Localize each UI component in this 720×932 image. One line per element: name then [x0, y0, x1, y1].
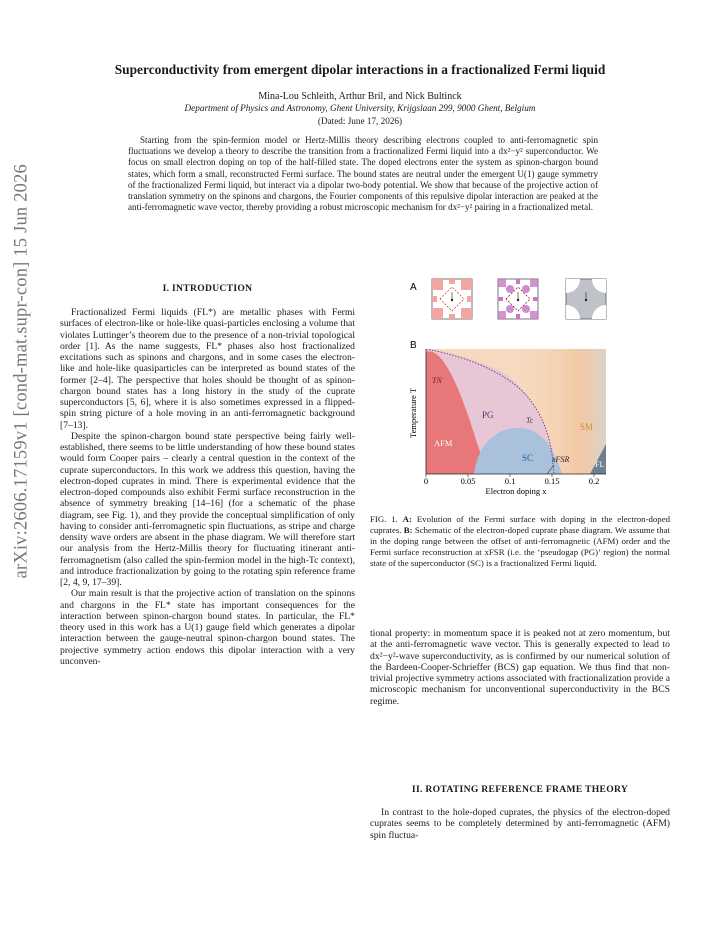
afm-label: AFM	[434, 438, 453, 448]
fermi-surface-high-doping	[566, 279, 606, 319]
caption-a-label: A:	[402, 514, 412, 524]
x-tick-label: 0	[423, 476, 429, 486]
section-2-heading: II. ROTATING REFERENCE FRAME THEORY	[411, 784, 629, 795]
xfsr-label: xFSR	[552, 455, 570, 464]
fl-label: FL	[595, 460, 605, 469]
caption-fig-label: FIG. 1.	[370, 514, 398, 524]
fermi-surface-low-doping	[432, 279, 472, 319]
sm-label: SM	[580, 422, 594, 432]
right-column-top: tional property: in momentum space it is peaked not at zero momentum, but at the anti-ferromagnetic wave vector. This is generally expected to lead to dx²−y²-wave superconductivity, as is confirmed by our numerical solution of the Bardeen-Cooper-Schrieffer (BCS) gap equation. We thus find that non-trivial projective symmetry actions associated with fractionalization provide a microscopic mechanism for unconventional superconductivity in the BCS regime.	[370, 628, 670, 707]
paper-title: Superconductivity from emergent dipolar interactions in a fractionalized Fermi liquid	[114, 62, 606, 77]
x-tick-label: 0.05	[460, 476, 476, 486]
abstract: Starting from the spin-fermion model or Hertz-Millis theory describing electrons coupled to anti-ferromagnetic spin fluctuations we develop a theory to describe the transition from a fractionalized Fermi liquid into a dx²−y² superconductor. We focus on small electron doping on top of the half-filled state. The doped electrons enter the system as spinon-chargon bound states, which form a small, reconstructed Fermi surface. The bound states are neutral under the emergent U(1) gauge symmetry of the fractionalized Fermi liquid, but interact via a dipolar two-body potential. We show that because of the projective action of translation symmetry on the spinons and chargons, the Fourier components of this repulsive dipolar interaction are peaked at the anti-ferromagnetic wave vector, thereby providing a robust microscopic mechanism for dx²−y² pairing in a fractionalized metal.	[128, 135, 598, 213]
panel-a-label: A	[410, 282, 417, 293]
x-tick-label: 0.1	[504, 476, 516, 486]
x-axis-ticks	[424, 474, 599, 486]
caption-b-label: B:	[403, 525, 413, 535]
figure-caption	[370, 514, 670, 569]
fermi-surface-mid-doping	[498, 279, 538, 319]
section-1-heading: I. INTRODUCTION	[162, 283, 253, 294]
fermi-pocket	[432, 279, 443, 290]
left-column	[60, 307, 355, 667]
caption-b-text: Schematic of the electron-doped cuprate phase diagram. We assume that in the doping range between the offset of anti-ferromagnetic (AFM) order and the Fermi surface reconstruction at xFSR (i.e. the ‘pseudogap (PG)’ region) the normal state of the superconductor (SC) is a fractionalized Fermi liquid.	[370, 525, 670, 568]
figure-1	[370, 276, 670, 508]
affiliation: Department of Physics and Astronomy, Ghent University, Krijgslaan 299, 9000 Ghent, Belgium	[184, 103, 536, 113]
tc-label: Tc	[526, 416, 534, 425]
x-axis-label: Electron doping x	[485, 486, 547, 496]
date-line: (Dated: June 17, 2026)	[317, 116, 403, 126]
section-2-paragraph: In contrast to the hole-doped cuprates, the physics of the electron-doped cuprates seems to be completely determined by anti-ferromagnetic (AFM) spin fluctua-	[370, 807, 670, 841]
pg-label: PG	[482, 410, 494, 420]
y-axis-label: Temperature T	[408, 388, 418, 438]
intro-paragraph-3: Our main result is that the projective action of translation on the spinons and chargons in the FL* state has important consequences for the interaction between spinon-chargon bound states. In particular, the FL* theory used in this work has a U(1) gauge field which generates a dipolar interaction between the gauge-neutral spinon-chargon bound states. The projective symmetry action endows this dipolar interaction with a very unconven-	[60, 588, 355, 667]
fermi-pocket	[461, 308, 472, 319]
x-tick-label: 0.2	[588, 476, 600, 486]
intro-paragraph-2: Despite the spinon-chargon bound state perspective being fairly well-established, there seems to be little understanding of how these bound states would form Cooper pairs – clearly a central question in the context of the cuprate superconductors. In this work we address this question, having the electron-doped cuprates in mind. There is experimental evidence that the electron-doped compounds also exhibit Fermi surface reconstruction in the absence of symmetry breaking [14–16] (for a schematic of the phase diagram, see Fig. 1), and they provide the conceptual simplification of only having to consider anti-ferromagnetic spin fluctuations, as stripe and charge density wave orders are absent in the phase diagram. We will therefore start our analysis from the Hertz-Millis theory for fluctuating itinerant anti-ferromagnetism (also called the spin-fermion model in the high-Tc context), and introduce fractionalization by going to the rotating spin reference frame [2, 4, 9, 17–39].	[60, 430, 355, 588]
intro-paragraph-1: Fractionalized Fermi liquids (FL*) are metallic phases with Fermi surfaces of electron-like or hole-like quasi-particles enclosing a volume that violates Luttinger’s theorem due to the presence of a non-trivial topological order [1]. As the name suggests, FL* phases also host fractionalized excitations such as spinons and chargons, and in some cases the electron-like and hole-like quasiparticles can be interpreted as bound states of the former [2–4]. The perspective that holes should be thought of as spinon-chargon bound states has a long history in the study of the cuprate superconductors [5, 6], where it is also sometimes expressed in a flipped-spin string picture of a hole moving in an anti-ferromagnetic background [7–13].	[60, 307, 355, 431]
panel-b-label: B	[410, 340, 417, 351]
arxiv-stamp: arXiv:2606.17159v1 [cond-mat.supr-con] 15 Jun 2026	[11, 163, 32, 579]
fermi-pocket	[432, 308, 443, 319]
fermi-pocket	[461, 279, 472, 290]
figure-1-graphic	[370, 276, 670, 508]
x-tick-label: 0.15	[544, 476, 560, 486]
caption-a-text: Evolution of the Fermi surface with doping in the electron-doped cuprates.	[370, 514, 670, 535]
phase-diagram	[426, 349, 606, 474]
tn-label: TN	[432, 376, 442, 385]
sc-label: SC	[522, 453, 534, 463]
authors: Mina-Lou Schleith, Arthur Bril, and Nick Bultinck	[258, 91, 462, 102]
right-column-bottom	[370, 807, 670, 841]
